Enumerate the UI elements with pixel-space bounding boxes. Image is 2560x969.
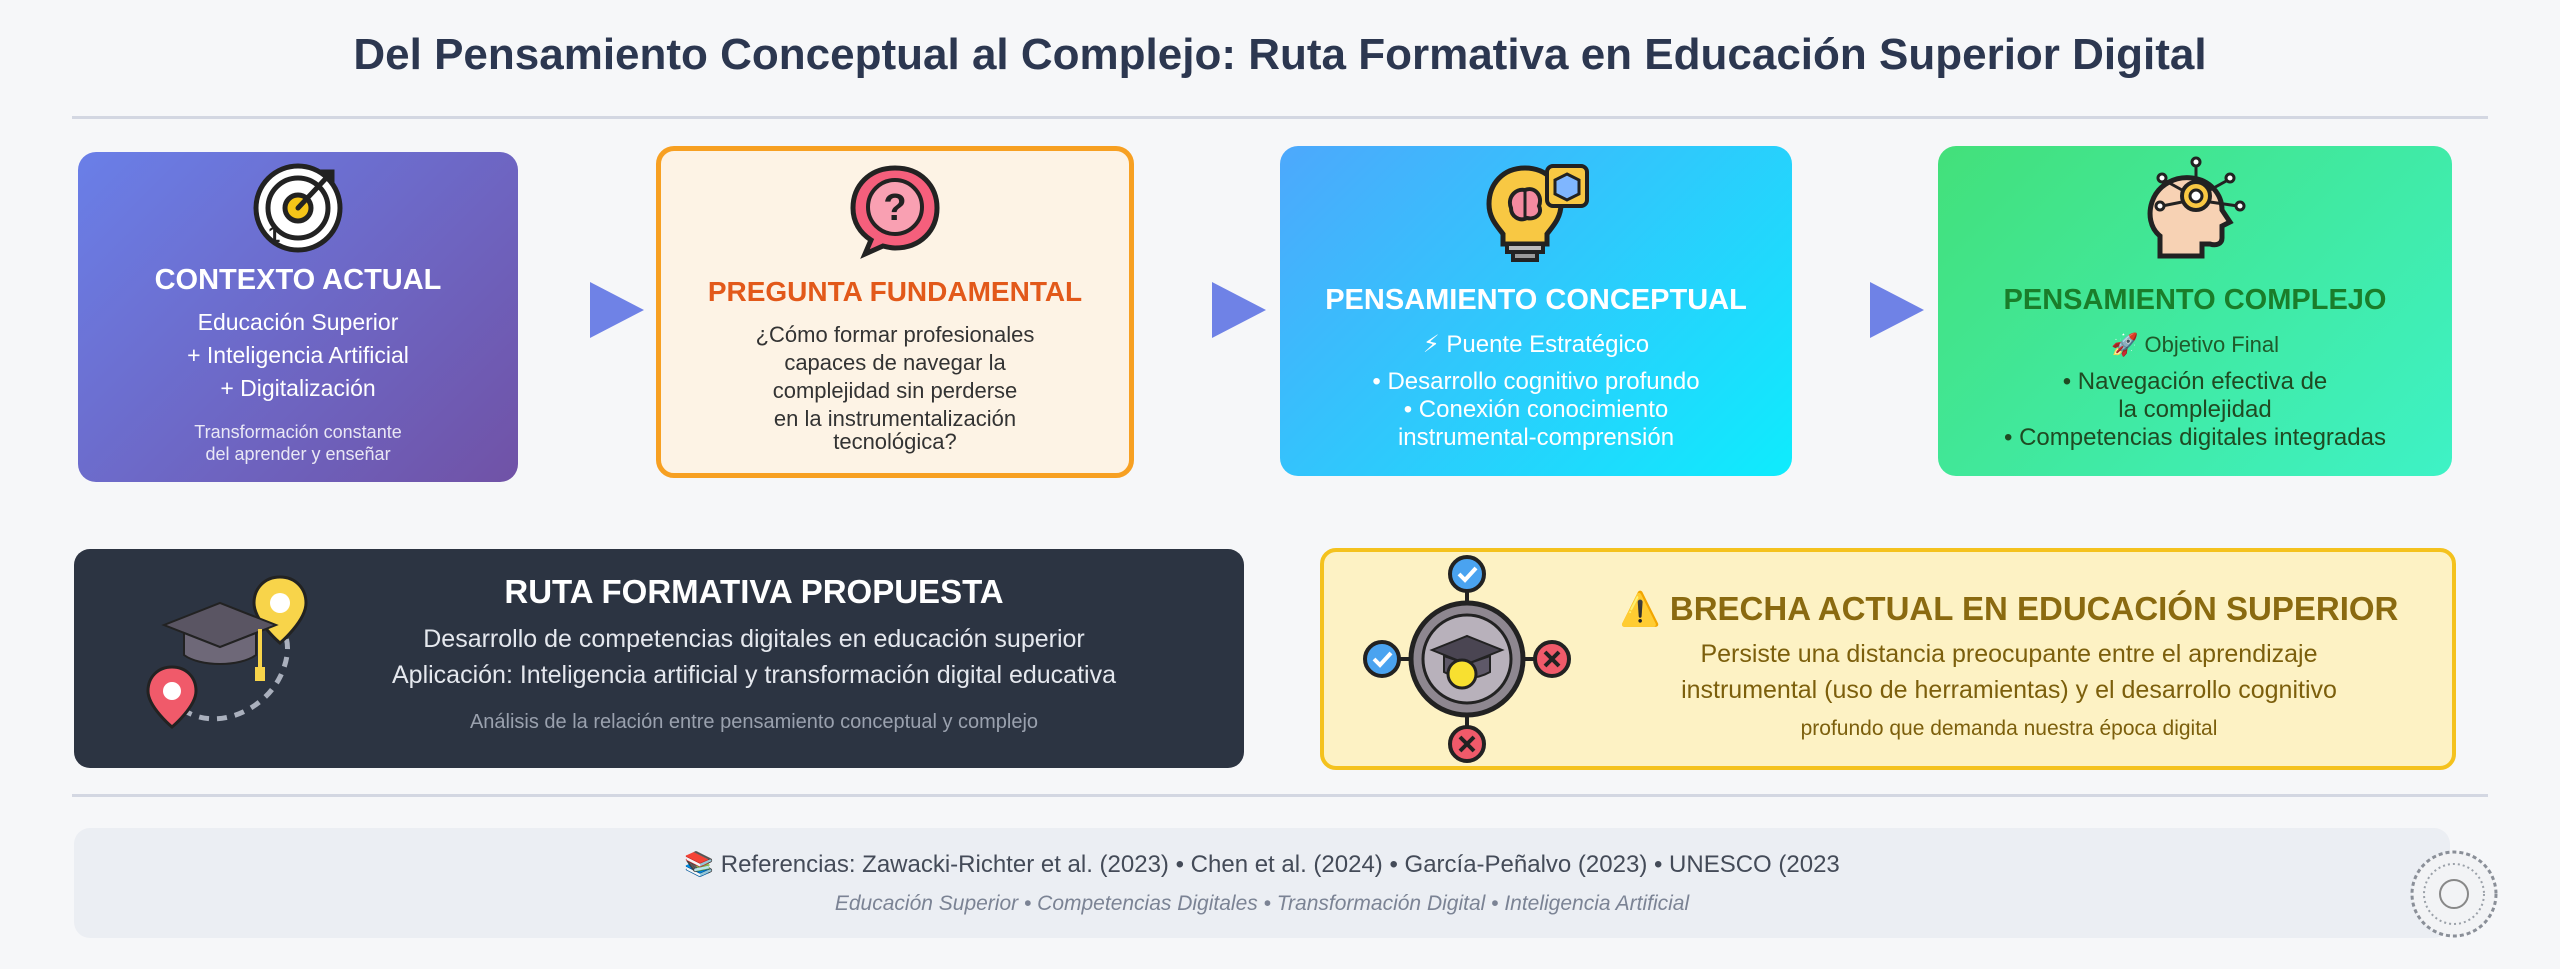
card-heading: PREGUNTA FUNDAMENTAL: [707, 276, 1083, 307]
brecha-note: profundo que demanda nuestra época digital: [1800, 717, 2218, 740]
card-text-line: + Inteligencia Artificial: [187, 342, 409, 368]
card-note: Transformación constante: [194, 422, 402, 442]
top-divider: [72, 116, 2488, 119]
card-heading: PENSAMIENTO COMPLEJO: [2003, 284, 2387, 316]
card-text-line: Educación Superior: [197, 309, 399, 335]
card-text-line: complejidad sin perderse: [772, 378, 1018, 403]
svg-text:?: ?: [883, 187, 907, 229]
card-text-line: instrumental-comprensión: [1397, 424, 1675, 451]
bottom-divider: [72, 794, 2488, 797]
ruta-heading: RUTA FORMATIVA PROPUESTA: [504, 573, 1004, 610]
card-subheading: ⚡ Puente Estratégico: [1422, 331, 1650, 358]
target-icon: [250, 160, 346, 261]
card-text-line: • Desarrollo cognitivo profundo: [1372, 368, 1700, 395]
card-text-line: ¿Cómo formar profesionales: [755, 322, 1035, 347]
ruta-text-line: Aplicación: Inteligencia artificial y transformación digital educativa: [392, 661, 1116, 689]
ruta-text-line: Desarrollo de competencias digitales en educación superior: [423, 625, 1085, 653]
flow-arrow-icon: [1870, 282, 1924, 338]
references-footer: [74, 828, 2450, 938]
card-heading: PENSAMIENTO CONCEPTUAL: [1325, 284, 1747, 316]
ruta-formativa-panel: [74, 549, 1244, 768]
graduation-path-icon: [140, 567, 320, 752]
brecha-text-line: Persiste una distancia preocupante entre el aprendizaje: [1700, 640, 2318, 668]
brecha-panel: [1320, 548, 2456, 770]
seal-icon: [2408, 848, 2500, 945]
footer-tags: Educación Superior • Competencias Digitales • Transformación Digital • Inteligencia Artificial: [834, 892, 1690, 915]
card-pensamiento-complejo: [1938, 146, 2452, 476]
card-pregunta-fundamental: [656, 146, 1134, 478]
card-text-line: tecnológica?: [833, 429, 957, 454]
card-text-line: en la instrumentalización: [773, 406, 1017, 431]
card-contexto-actual: [78, 152, 518, 482]
references-text: 📚 Referencias: Zawacki-Richter et al. (2023) • Chen et al. (2024) • García-Peñalvo (2023) • UNESCO (2023: [684, 851, 1840, 878]
lightbulb-brain-icon: [1481, 158, 1591, 273]
card-text-line: la complejidad: [2118, 396, 2272, 423]
question-bubble-icon: [845, 160, 945, 265]
flow-arrow-icon: [590, 282, 644, 338]
brecha-text-line: instrumental (uso de herramientas) y el desarrollo cognitivo: [1681, 676, 2337, 704]
head-gear-icon: [2140, 156, 2250, 271]
graduation-network-icon: [1362, 554, 1572, 769]
card-pensamiento-conceptual: [1280, 146, 1792, 476]
ruta-note: Análisis de la relación entre pensamiento conceptual y complejo: [469, 711, 1039, 733]
page-title: Del Pensamiento Conceptual al Complejo: Ruta Formativa en Educación Superior Digital: [353, 30, 2207, 79]
flow-arrow-icon: [1212, 282, 1266, 338]
card-subheading: 🚀 Objetivo Final: [2110, 332, 2279, 357]
card-text-line: • Navegación efectiva de: [2062, 368, 2328, 395]
card-text-line: • Competencias digitales integradas: [2004, 424, 2386, 451]
card-heading: CONTEXTO ACTUAL: [154, 264, 442, 296]
card-note: del aprender y enseñar: [205, 444, 391, 464]
card-text-line: • Conexión conocimiento: [1403, 396, 1669, 423]
card-text-line: + Digitalización: [220, 375, 376, 401]
card-text-line: capaces de navegar la: [784, 350, 1006, 375]
svg-text:1: 1: [268, 222, 281, 247]
brecha-heading: ⚠️ BRECHA ACTUAL EN EDUCACIÓN SUPERIOR: [1619, 590, 2399, 627]
